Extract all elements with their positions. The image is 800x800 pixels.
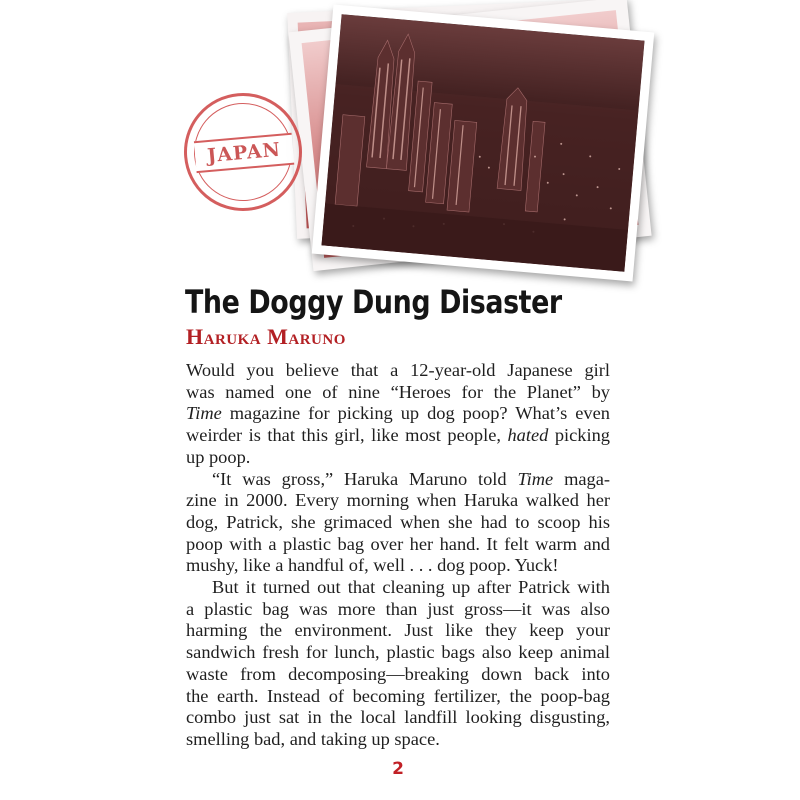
body-line: weirder is that this girl, like most people, hated picking [186,425,610,446]
italic-emphasis: hated [507,425,549,446]
body-line: poop with a plastic bag over her hand. It felt warm and [186,533,610,554]
article-title: The Doggy Dung Disaster [185,283,562,321]
page-number: 2 [392,759,404,779]
photo-front-card [312,4,655,281]
city-skyline-image [321,14,644,272]
body-line: up poop. [186,446,251,467]
body-line: harming the environment. Just like they keep your [186,620,610,641]
body-line: a plastic bag was more than just gross—it was also [186,598,610,619]
article-body [186,360,610,751]
paragraph-2 [186,469,610,578]
body-line: dog, Patrick, she grimaced when she had to scoop his [186,511,610,532]
body-line: mushy, like a handful of, well . . . dog poop. Yuck! [186,555,559,576]
body-line: zine in 2000. Every morning when Haruka walked her [186,490,610,511]
body-line: was named one of nine “Heroes for the Planet” by [186,381,610,402]
paragraph-3 [186,577,610,751]
italic-magazine-name: Time [517,468,554,489]
body-line: Would you believe that a 12-year-old Japanese girl [186,360,610,380]
body-line: smelling bad, and taking up space. [186,728,440,749]
body-line: waste from decomposing—breaking down back into [186,663,610,684]
body-line: the earth. Instead of becoming fertilizer, the poop-bag [186,685,610,706]
photo-collage [0,0,800,290]
body-line: combo just sat in the local landfill looking disgusting, [186,707,610,728]
article-author: Haruka Maruno [186,324,346,349]
stamp-label: JAPAN [194,133,294,173]
body-line: But it turned out that cleaning up after Patrick with [212,577,610,598]
italic-magazine-name: Time [186,403,222,424]
body-line: sandwich fresh for lunch, plastic bags also keep animal [186,642,610,663]
body-line: Time magazine for picking up dog poop? What’s even [186,403,610,424]
city-night-photo [321,14,644,272]
body-line: “It was gross,” Haruka Maruno told Time maga- [212,468,611,489]
paragraph-1 [186,360,610,469]
